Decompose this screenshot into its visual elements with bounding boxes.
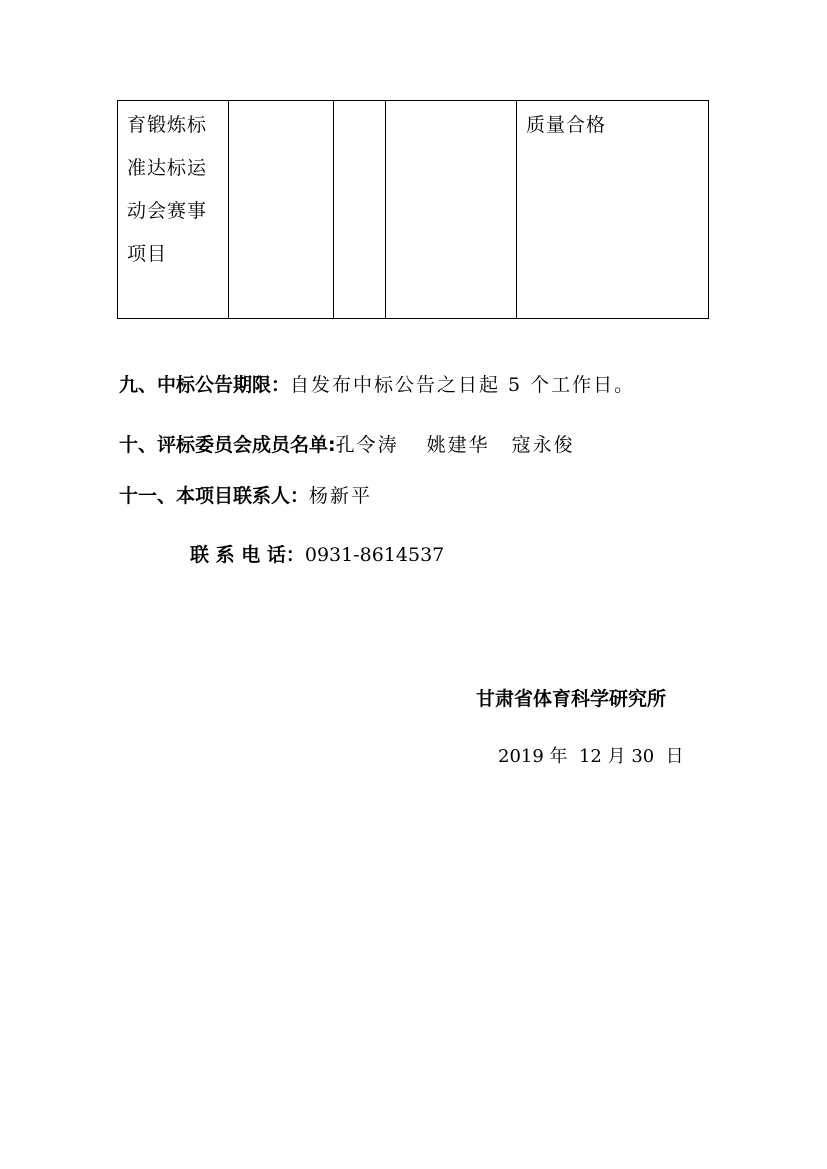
signature-date: 2019 年 12 月 30 日 xyxy=(498,746,684,767)
contact-person-label: 十一、本项目联系人： xyxy=(119,485,310,507)
results-table xyxy=(117,100,709,319)
committee-member: 姚建华 xyxy=(426,434,490,456)
item-cell xyxy=(118,101,229,319)
quality-cell xyxy=(517,101,709,319)
committee-members-label: 十、评标委员会成员名单: xyxy=(119,434,336,456)
col3-text xyxy=(334,101,385,104)
announcement-period-value: 自发布中标公告之日起 5 个工作日。 xyxy=(290,374,636,396)
contact-phone-line xyxy=(190,540,444,567)
contact-phone-value: 0931-8614537 xyxy=(304,544,445,566)
committee-members-line xyxy=(119,430,575,457)
committee-member: 寇永俊 xyxy=(511,434,575,456)
quality-cell-text: 质量合格 xyxy=(526,114,607,136)
contact-person-value: 杨新平 xyxy=(309,485,373,507)
item-cell-text: 育锻炼标 准达标运 动会赛事 项目 xyxy=(127,114,208,265)
table-row xyxy=(118,101,709,319)
empty-cell xyxy=(229,101,334,319)
committee-member: 孔令涛 xyxy=(335,434,399,456)
contact-person-line xyxy=(119,481,372,508)
col4-text xyxy=(386,101,516,104)
col2-text xyxy=(229,101,333,104)
organization-name: 甘肃省体育科学研究所 xyxy=(476,688,667,710)
contact-phone-label: 联 系 电 话： xyxy=(190,544,305,566)
announcement-period-line xyxy=(119,370,635,397)
empty-cell xyxy=(386,101,517,319)
empty-cell xyxy=(334,101,386,319)
announcement-period-label: 九、中标公告期限： xyxy=(119,374,291,396)
